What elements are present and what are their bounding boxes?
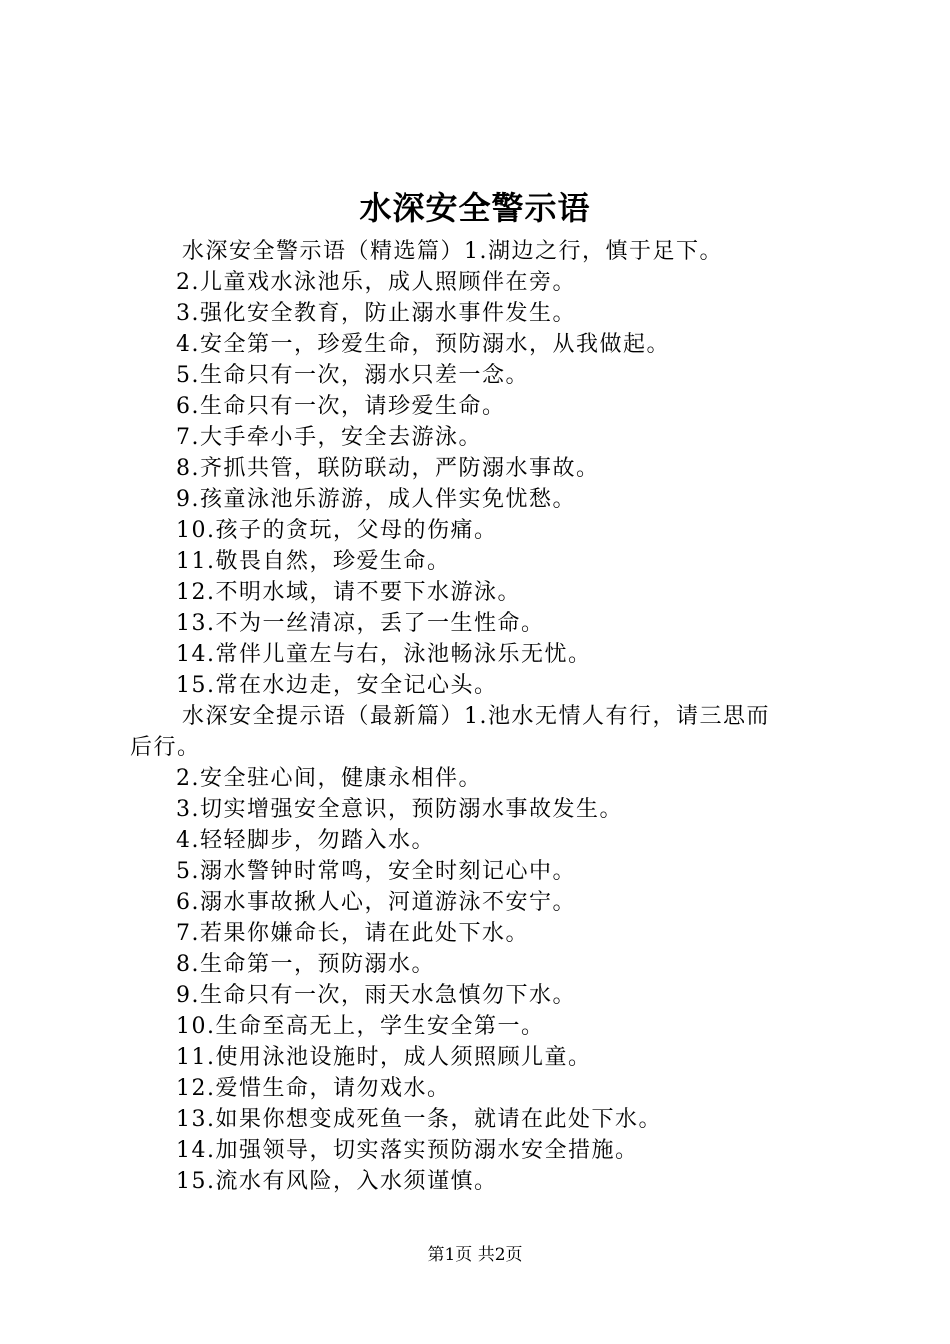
section2-lead-line1: 水深安全提示语（最新篇）1.池水无情人有行，请三思而 xyxy=(182,704,770,729)
list-item: 14.加强领导，切实落实预防溺水安全措施。 xyxy=(176,1138,639,1163)
list-item: 13.如果你想变成死鱼一条，就请在此处下水。 xyxy=(176,1107,662,1132)
list-item: 15.常在水边走，安全记心头。 xyxy=(176,673,498,698)
list-item: 14.常伴儿童左与右，泳池畅泳乐无忧。 xyxy=(176,642,592,667)
list-item: 2.安全驻心间，健康永相伴。 xyxy=(176,766,482,791)
list-item: 2.儿童戏水泳池乐，成人照顾伴在旁。 xyxy=(176,270,576,295)
document-title: 水深安全警示语 xyxy=(359,189,591,227)
list-item: 3.强化安全教育，防止溺水事件发生。 xyxy=(176,301,576,326)
list-item: 6.生命只有一次，请珍爱生命。 xyxy=(176,394,506,419)
list-item: 12.不明水域，请不要下水游泳。 xyxy=(176,580,521,605)
list-item: 6.溺水事故揪人心，河道游泳不安宁。 xyxy=(176,890,576,915)
list-item: 9.生命只有一次，雨天水急慎勿下水。 xyxy=(176,983,576,1008)
page-footer: 第1页 共2页 xyxy=(427,1245,523,1265)
list-item: 4.轻轻脚步，勿踏入水。 xyxy=(176,828,435,853)
list-item: 8.生命第一，预防溺水。 xyxy=(176,952,435,977)
list-item: 5.溺水警钟时常鸣，安全时刻记心中。 xyxy=(176,859,576,884)
list-item: 3.切实增强安全意识，预防溺水事故发生。 xyxy=(176,797,623,822)
section1-lead: 水深安全警示语（精选篇）1.湖边之行，慎于足下。 xyxy=(182,239,723,264)
list-item: 7.大手牵小手，安全去游泳。 xyxy=(176,425,482,450)
list-item: 10.生命至高无上，学生安全第一。 xyxy=(176,1014,545,1039)
list-item: 10.孩子的贪玩，父母的伤痛。 xyxy=(176,518,498,543)
list-item: 12.爱惜生命，请勿戏水。 xyxy=(176,1076,451,1101)
list-item: 15.流水有风险，入水须谨慎。 xyxy=(176,1169,498,1194)
list-item: 5.生命只有一次，溺水只差一念。 xyxy=(176,363,529,388)
list-item: 11.使用泳池设施时，成人须照顾儿童。 xyxy=(176,1045,592,1070)
list-item: 13.不为一丝清凉，丢了一生性命。 xyxy=(176,611,545,636)
list-item: 8.齐抓共管，联防联动，严防溺水事故。 xyxy=(176,456,600,481)
section2-lead-line2: 后行。 xyxy=(130,735,201,760)
list-item: 9.孩童泳池乐游游，成人伴实免忧愁。 xyxy=(176,487,576,512)
list-item: 7.若果你嫌命长，请在此处下水。 xyxy=(176,921,529,946)
list-item: 11.敬畏自然，珍爱生命。 xyxy=(176,549,451,574)
document-body xyxy=(130,236,830,1197)
list-item: 4.安全第一，珍爱生命，预防溺水，从我做起。 xyxy=(176,332,670,357)
